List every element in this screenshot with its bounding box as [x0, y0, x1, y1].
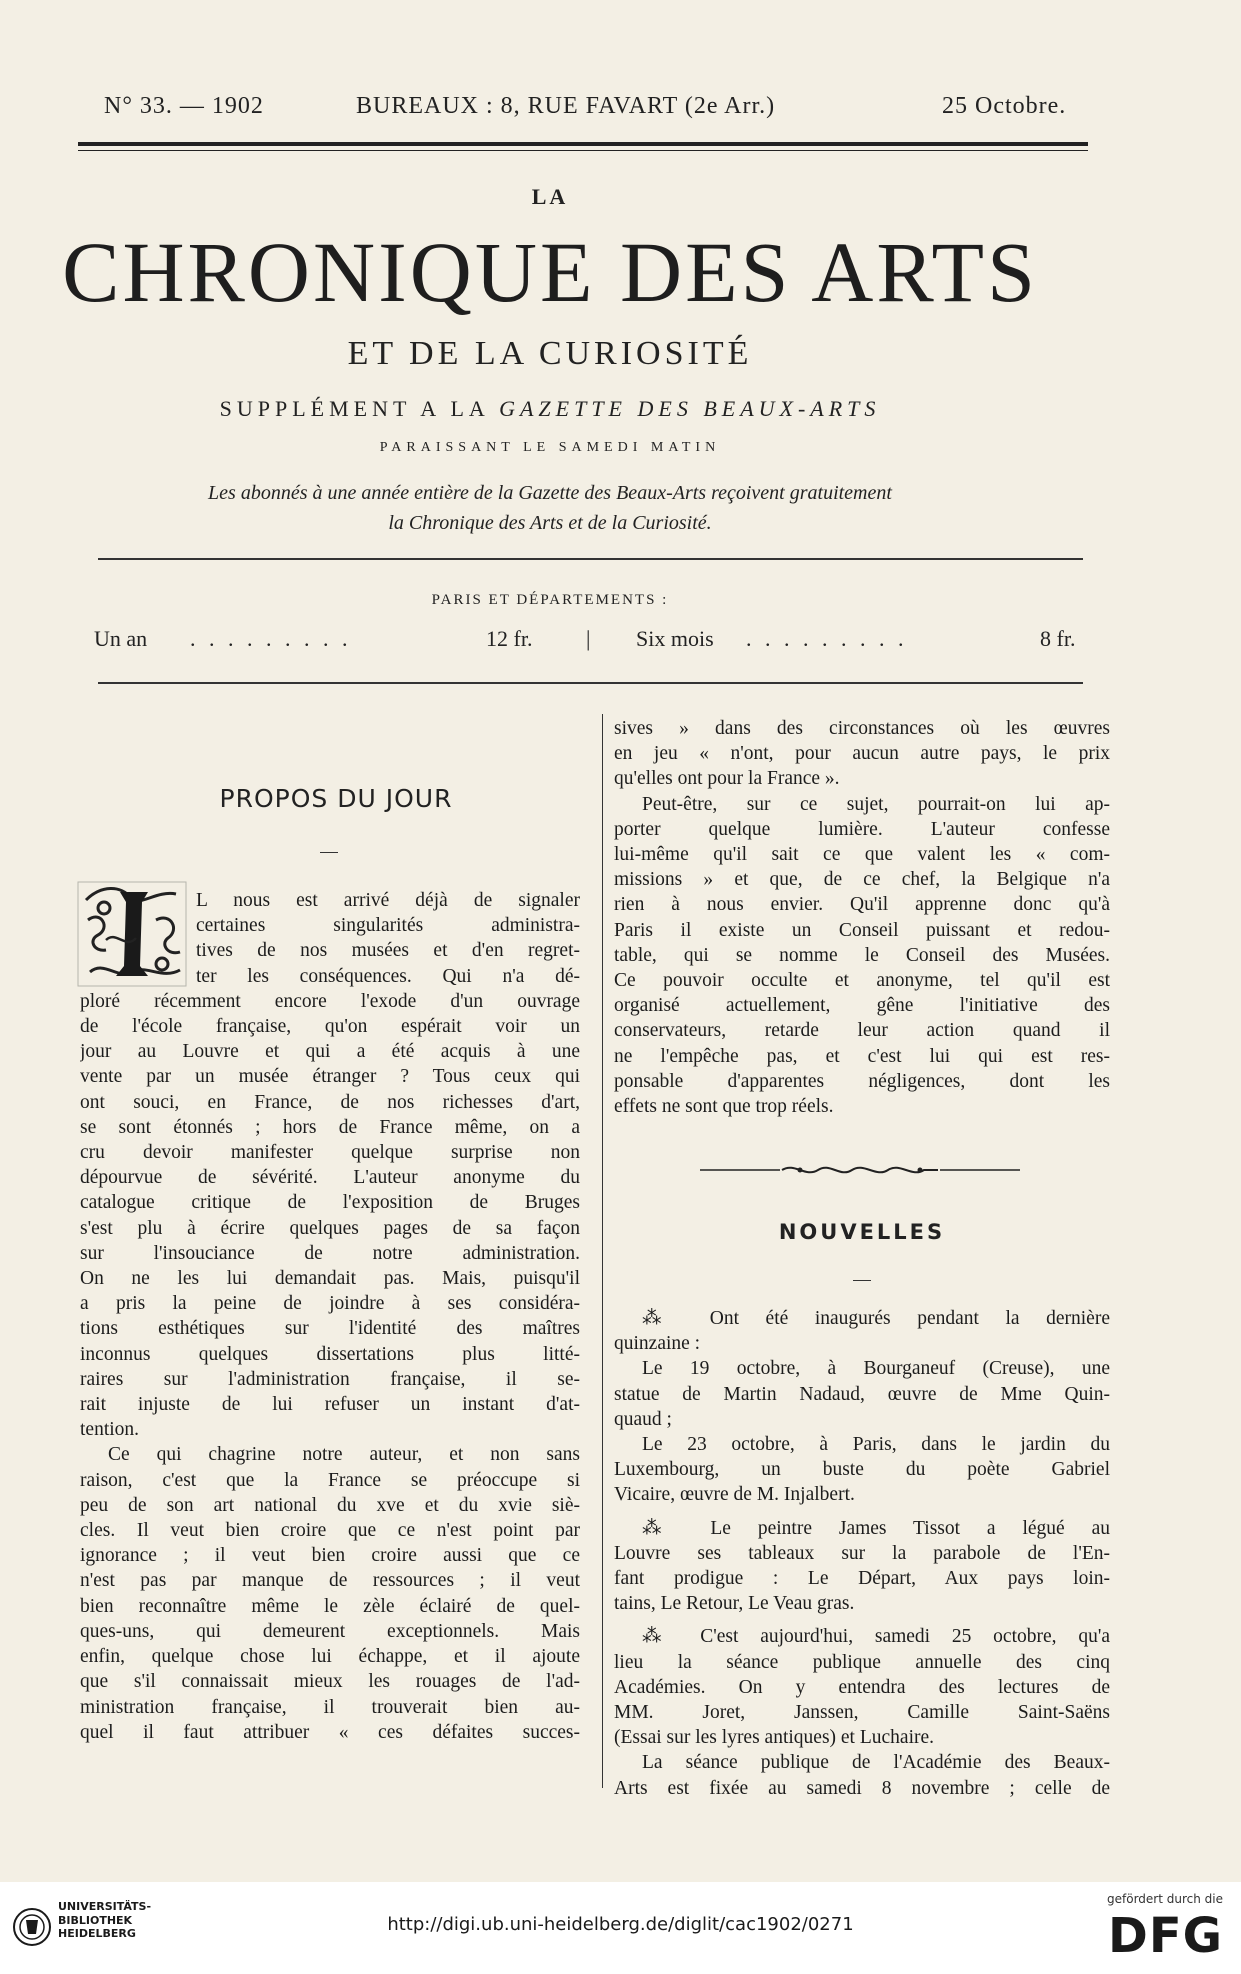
propos-cont-line: en jeu « n'ont, pour aucun autre pays, le prix	[614, 743, 1110, 765]
propos-cont-line: porter quelque lumière. L'auteur confesse	[614, 818, 1110, 840]
subscription-six-label: Six mois	[636, 626, 714, 651]
propos-cont-line: ne l'empêche pas, et c'est lui qui est res-	[614, 1045, 1110, 1067]
nouvelles-line: quinzaine :	[614, 1333, 701, 1355]
nouvelles-line: Académies. On y entendra des lectures de	[614, 1676, 1110, 1698]
masthead-title: CHRONIQUE DES ARTS	[62, 224, 1038, 320]
nouvelles-line: statue de Martin Nadaud, œuvre de Mme Quin-	[614, 1383, 1110, 1405]
paraissant-line: PARAISSANT LE SAMEDI MATIN	[379, 440, 721, 455]
propos-cont-line: Paris il existe un Conseil puissant et redou-	[614, 919, 1110, 941]
propos-cont-line: missions » et que, de ce chef, la Belgique n'a	[614, 869, 1110, 891]
nouvelles-line: quaud ;	[614, 1408, 672, 1430]
propos-line: n'est pas par manque de ressources ; il veut	[80, 1570, 580, 1592]
propos-line: raison, c'est que la France se préoccupe si	[80, 1469, 580, 1491]
propos-line: de l'école française, qu'on espérait voir un	[80, 1016, 580, 1038]
nouvelles-line: Vicaire, œuvre de M. Injalbert.	[614, 1484, 855, 1506]
propos-line: bien reconnaître même le zèle éclairé de quel-	[80, 1595, 580, 1617]
header-rule	[78, 142, 1088, 151]
propos-line: On ne les lui demandait pas. Mais, puisqu'il	[80, 1268, 580, 1290]
propos-cont-line: table, qui se nomme le Conseil des Musées.	[614, 944, 1110, 966]
propos-line: a pris la peine de joindre à ses considéra-	[80, 1293, 580, 1315]
propos-cont-line: effets ne sont que trop réels.	[614, 1096, 834, 1118]
permalink-url[interactable]: http://digi.ub.uni-heidelberg.de/diglit/cac1902/0271	[387, 1914, 854, 1935]
propos-line: ques-uns, qui demeurent exceptionnels. Mais	[80, 1620, 580, 1642]
propos-line: tions esthétiques sur l'identité des maîtres	[80, 1318, 580, 1340]
propos-line: tention.	[80, 1419, 140, 1441]
propos-body	[80, 888, 580, 1745]
propos-line: rait injuste de lui refuser un instant d'at-	[80, 1394, 580, 1416]
propos-cont-line: lui-même qu'il sait ce que valent les « com-	[614, 844, 1110, 866]
propos-line: se sont étonnés ; hors de France même, on a	[80, 1116, 580, 1138]
nouvelles-line: Luxembourg, un buste du poète Gabriel	[614, 1459, 1110, 1481]
propos-cont-line: organisé actuellement, gêne l'initiative des	[614, 995, 1110, 1017]
propos-line: que s'il connaissait mieux les rouages de l'ad-	[80, 1671, 580, 1693]
nouvelles-line: Louvre ses tableaux sur la parabole de l'En-	[614, 1542, 1110, 1564]
propos-line: quel il faut attribuer « ces défaites succes-	[80, 1721, 580, 1743]
bureaux-address: BUREAUX : 8, RUE FAVART (2e Arr.)	[356, 93, 776, 119]
subscription-separator: |	[586, 626, 591, 651]
propos-cont-line: Peut-être, sur ce sujet, pourrait-on lui ap-	[642, 793, 1110, 815]
propos-line: ignorance ; il veut bien croire aussi que ce	[80, 1545, 580, 1567]
nouvelles-line: ⁂ Ont été inaugurés pendant la dernière	[642, 1308, 1110, 1329]
nouvelles-body	[614, 1306, 1110, 1801]
propos-line: ter les conséquences. Qui n'a dé-	[196, 965, 580, 987]
propos-line: dépourvue de sévérité. L'auteur anonyme du	[80, 1167, 580, 1189]
subscription-rule	[98, 682, 1083, 684]
nouvelles-line: MM. Joret, Janssen, Camille Saint-Saëns	[614, 1702, 1110, 1724]
propos-line: Ce qui chagrine notre auteur, et non sans	[108, 1444, 580, 1466]
university-library-name: UNIVERSITÄTS- BIBLIOTHEK HEIDELBERG	[58, 1900, 152, 1940]
propos-line: sur l'insouciance de notre administration.	[80, 1242, 580, 1264]
subscription-year-label: Un an	[94, 626, 148, 651]
subscription-heading: PARIS ET DÉPARTEMENTS :	[431, 592, 669, 608]
supplement-journal: GAZETTE DES BEAUX-ARTS	[499, 396, 881, 421]
propos-cont-line: sives » dans des circonstances où les œuvres	[614, 718, 1110, 739]
abonnes-line-2: la Chronique des Arts et de la Curiosité.	[388, 512, 712, 534]
funded-by-label: gefördert durch die	[1107, 1892, 1223, 1906]
nouvelles-line: ⁂ C'est aujourd'hui, samedi 25 octobre, qu'a	[642, 1626, 1110, 1648]
propos-line: inconnus quelques dissertations plus litté-	[80, 1343, 580, 1365]
propos-line: vente par un musée étranger ? Tous ceux qui	[80, 1066, 580, 1088]
subscription-year-price: 12 fr.	[486, 626, 533, 651]
propos-line: peu de son art national du xve et du xvie siè-	[80, 1494, 580, 1516]
propos-line: enfin, quelque chose lui échappe, et il ajoute	[80, 1646, 580, 1668]
masthead-subtitle: ET DE LA CURIOSITÉ	[347, 335, 753, 372]
nouvelles-line: lieu la séance publique annuelle des cinq	[614, 1651, 1110, 1673]
propos-line: ploré récemment encore l'exode d'un ouvrage	[80, 990, 580, 1012]
propos-title: PROPOS DU JOUR	[219, 784, 453, 813]
nouvelles-line: Le 23 octobre, à Paris, dans le jardin du	[642, 1434, 1110, 1456]
propos-line: raires sur l'administration française, il se-	[80, 1368, 580, 1390]
nouvelles-line: Arts est fixée au samedi 8 novembre ; celle de	[614, 1777, 1110, 1799]
propos-line: L nous est arrivé déjà de signaler	[196, 890, 580, 911]
viewer-footer	[0, 1882, 1241, 1974]
dfg-logo: DFG	[1107, 1908, 1223, 1964]
propos-dash	[320, 852, 338, 853]
nouvelles-line: La séance publique de l'Académie des Beaux-	[642, 1752, 1110, 1774]
propos-cont-line: conservateurs, retarde leur action quand il	[614, 1020, 1110, 1042]
propos-line: jour au Louvre et qui a été acquis à une	[80, 1041, 580, 1063]
propos-cont-line: ponsable d'apparentes négligences, dont les	[614, 1070, 1110, 1092]
propos-continued	[614, 716, 1110, 1119]
issue-number: N° 33. — 1902	[104, 93, 264, 119]
nouvelles-dash	[853, 1280, 871, 1281]
propos-line: ont souci, en France, de nos richesses d'art,	[80, 1091, 580, 1113]
propos-cont-line: qu'elles ont pour la France ».	[614, 768, 840, 790]
ornamental-divider	[700, 1160, 1020, 1180]
propos-line: catalogue critique de l'exposition de Bruges	[80, 1192, 580, 1214]
subscription-year-dots: . . . . . . . . .	[190, 626, 352, 651]
propos-line: ministration française, il trouverait bien au-	[80, 1696, 580, 1718]
nouvelles-line: (Essai sur les lyres antiques) et Luchaire.	[614, 1727, 935, 1749]
nouvelles-line: Le 19 octobre, à Bourganeuf (Creuse), une	[642, 1358, 1110, 1380]
propos-cont-line: Ce pouvoir occulte et anonyme, tel qu'il est	[614, 970, 1110, 992]
masthead-rule	[98, 558, 1083, 560]
propos-line: certaines singularités administra-	[196, 915, 580, 937]
propos-line: tives de nos musées et d'en regret-	[196, 940, 580, 962]
subscription-six-price: 8 fr.	[1040, 626, 1076, 651]
column-divider	[602, 714, 603, 1788]
propos-line: s'est plu à écrire quelques pages de sa façon	[80, 1217, 580, 1239]
issue-date: 25 Octobre.	[942, 93, 1067, 119]
propos-line: cles. Il veut bien croire que ce n'est point par	[80, 1520, 580, 1542]
nouvelles-title: NOUVELLES	[778, 1220, 946, 1244]
supplement-prefix: SUPPLÉMENT A LA	[219, 396, 489, 421]
propos-cont-line: rien à nous envier. Qu'il apprenne donc qu'à	[614, 894, 1110, 916]
abonnes-line-1: Les abonnés à une année entière de la Gazette des Beaux-Arts reçoivent gratuitement	[208, 482, 892, 504]
subscription-six-dots: . . . . . . . . .	[746, 626, 908, 651]
masthead-la: LA	[531, 184, 569, 209]
supplement-line	[0, 396, 1100, 422]
propos-line: cru devoir manifester quelque surprise non	[80, 1142, 580, 1164]
nouvelles-line: ⁂ Le peintre James Tissot a légué au	[642, 1517, 1110, 1539]
nouvelles-line: fant prodigue : Le Départ, Aux pays loin-	[614, 1568, 1110, 1590]
nouvelles-line: tains, Le Retour, Le Veau gras.	[614, 1593, 855, 1615]
